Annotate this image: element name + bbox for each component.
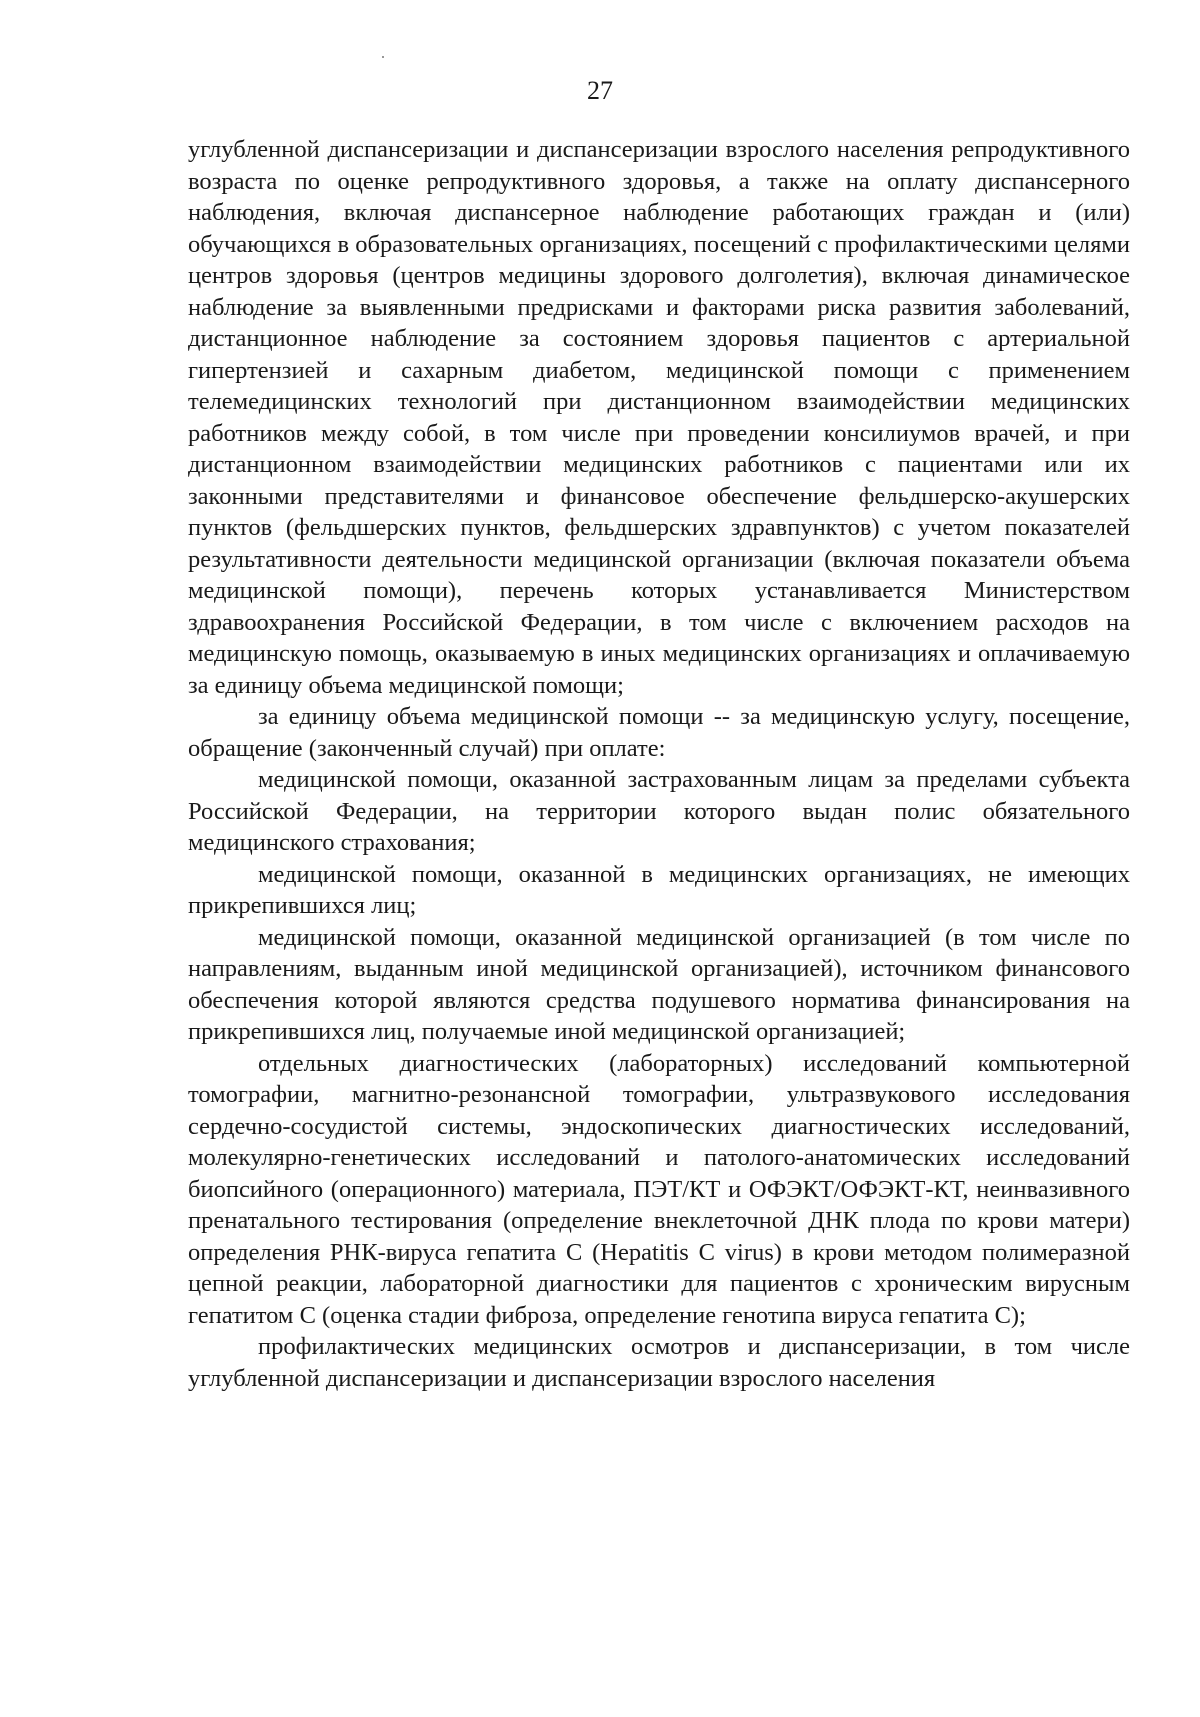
- page-number: 27: [587, 76, 613, 105]
- paragraph-2: за единицу объема медицинской помощи -- за медицинскую услугу, посещение, обращение (законченный случай) при оплате:: [188, 703, 1130, 762]
- document-body: [188, 134, 1130, 1394]
- scan-speck: [382, 56, 384, 58]
- paragraph-7: профилактических медицинских осмотров и диспансеризации, в том числе углубленной диспансеризации и диспансеризации взрослого населения: [188, 1333, 1130, 1392]
- paragraph-5: медицинской помощи, оказанной медицинской организацией (в том числе по направлениям, выданным иной медицинской организацией), источником финансового обеспечения которой являются средства подушевого норматива финансирования на прикрепившихся лиц, получаемые иной медицинской организацией;: [188, 923, 1130, 1045]
- paragraph-1: углубленной диспансеризации и диспансеризации взрослого населения репродуктивного возраста по оценке репродуктивного здоровья, а также на оплату диспансерного наблюдения, включая диспансерное наблюдение работающих граждан и (или) обучающихся в образовательных организациях, посещений с профилактическими целями центров здоровья (центров медицины здорового долголетия), включая динамическое наблюдение за выявленными предрисками и факторами риска развития заболеваний, дистанционное наблюдение за состоянием здоровья пациентов с артериальной гипертензией и сахарным диабетом, медицинской помощи с применением телемедицинских технологий при дистанционном взаимодействии медицинских работников между собой, в том числе при проведении консилиумов врачей, и при дистанционном взаимодействии медицинских работников с пациентами или их законными представителями и финансовое обеспечение фельдшерско-акушерских пунктов (фельдшерских пунктов, фельдшерских здравпунктов) с учетом показателей результативности деятельности медицинской организации (включая показатели объема медицинской помощи), перечень которых устанавливается Министерством здравоохранения Российской Федерации, в том числе с включением расходов на медицинскую помощь, оказываемую в иных медицинских организациях и оплачиваемую за единицу объема медицинской помощи;: [188, 136, 1130, 699]
- paragraph-6: отдельных диагностических (лабораторных) исследований компьютерной томографии, магнитно-резонансной томографии, ультразвукового исследования сердечно-сосудистой системы, эндоскопических диагностических исследований, молекулярно-генетических исследований и патолого-анатомических исследований биопсийного (операционного) материала, ПЭТ/КТ и ОФЭКТ/ОФЭКТ-КТ, неинвазивного пренатального тестирования (определение внеклеточной ДНК плода по крови матери) определения РНК-вируса гепатита С (Hepatitis C virus) в крови методом полимеразной цепной реакции, лабораторной диагностики для пациентов с хроническим вирусным гепатитом С (оценка стадии фиброза, определение генотипа вируса гепатита С);: [188, 1049, 1130, 1329]
- paragraph-4: медицинской помощи, оказанной в медицинских организациях, не имеющих прикрепившихся лиц;: [188, 860, 1130, 919]
- paragraph-3: медицинской помощи, оказанной застрахованным лицам за пределами субъекта Российской Федерации, на территории которого выдан полис обязательного медицинского страхования;: [188, 766, 1130, 856]
